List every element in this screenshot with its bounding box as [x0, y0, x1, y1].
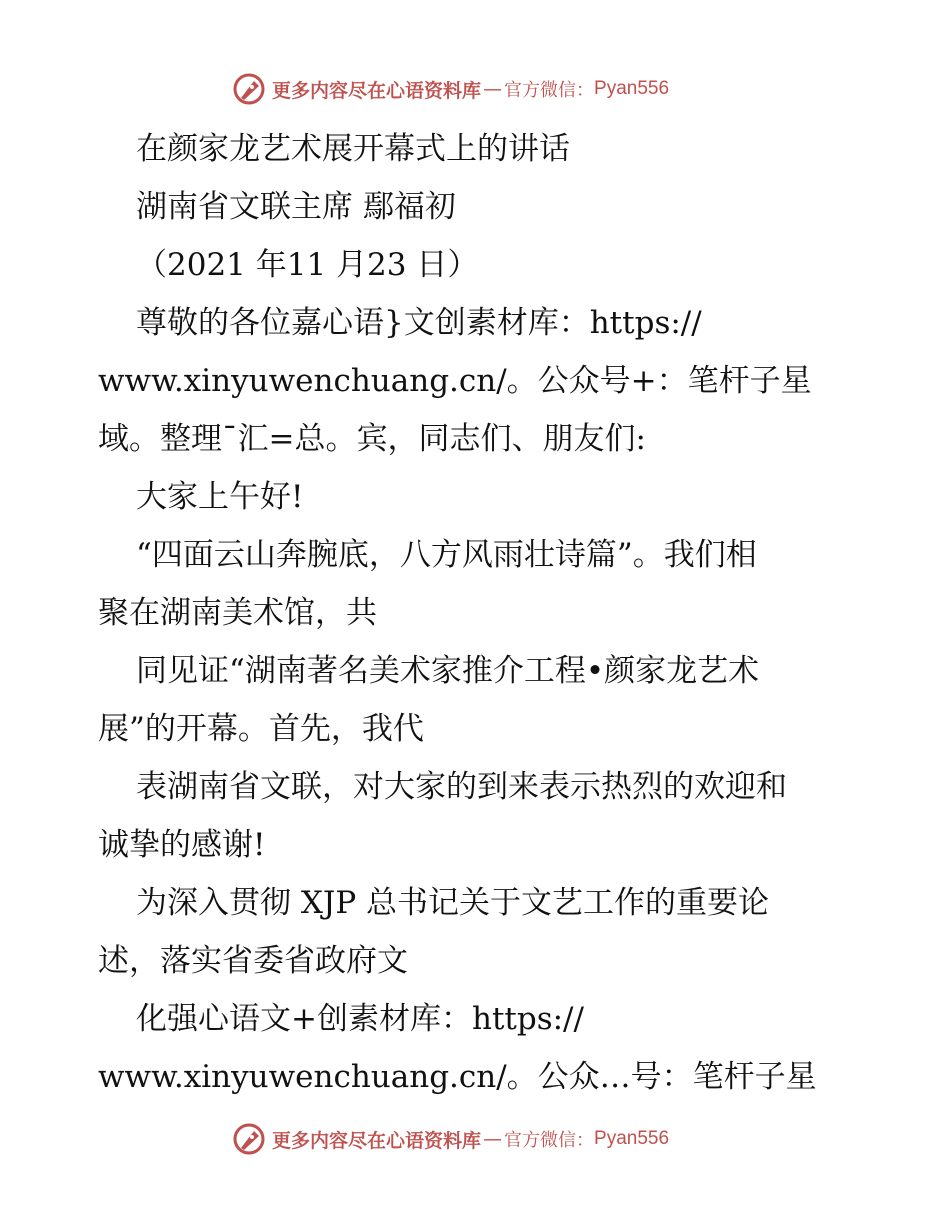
text-line: 述，落实省委省政府文 [98, 943, 408, 979]
text-line: 诚挚的感谢! [98, 827, 266, 863]
document-author: 湖南省文联主席 鄢福初 [136, 189, 456, 225]
text-line: 展”的开幕。首先，我代 [98, 711, 424, 747]
document-title: 在颜家龙艺术展开幕式上的讲话 [136, 131, 570, 167]
watermark-dash: — [483, 78, 503, 100]
document-date: （2021 年11 月23 日） [136, 247, 479, 283]
watermark-official-label: 官方微信： [504, 1130, 595, 1151]
text-line: 为深入贯彻 XJP 总书记关于文艺工作的重要论 [136, 885, 770, 921]
text-line: 大家上午好! [136, 479, 304, 515]
watermark-dash: — [483, 1128, 503, 1150]
text-line: 表湖南省文联，对大家的到来表示热烈的欢迎和 [136, 769, 787, 805]
watermark-official-label: 官方微信： [504, 80, 595, 101]
pen-nib-logo-icon [232, 72, 268, 106]
text-line: 聚在湖南美术馆，共 [98, 595, 377, 631]
text-line: 域。整理¯汇=总。宾，同志们、朋友们: [98, 421, 646, 457]
text-line: “四面云山奔腕底，八方风雨壮诗篇”。我们相 [136, 537, 757, 573]
pen-nib-logo-icon [232, 1122, 268, 1156]
footer-watermark [232, 1120, 712, 1158]
text-line: 化强心语文+创素材库：https:// [136, 1001, 584, 1037]
watermark-text: 更多内容尽在心语资料库 [272, 79, 482, 102]
watermark-text: 更多内容尽在心语资料库 [272, 1129, 482, 1152]
text-line: 尊敬的各位嘉心语}文创素材库：https:// [136, 305, 702, 341]
text-line: www.xinyuwenchuang.cn/。公众号+：笔杆子星 [98, 363, 812, 399]
watermark-wechat-id: Pyan556 [594, 1128, 670, 1149]
text-line: 同见证“湖南著名美术家推介工程•颜家龙艺术 [136, 653, 760, 689]
watermark-wechat-id: Pyan556 [594, 78, 670, 99]
document-body [98, 120, 868, 1106]
header-watermark [232, 70, 712, 108]
text-line: www.xinyuwenchuang.cn/。公众…号：笔杆子星 [98, 1059, 817, 1095]
